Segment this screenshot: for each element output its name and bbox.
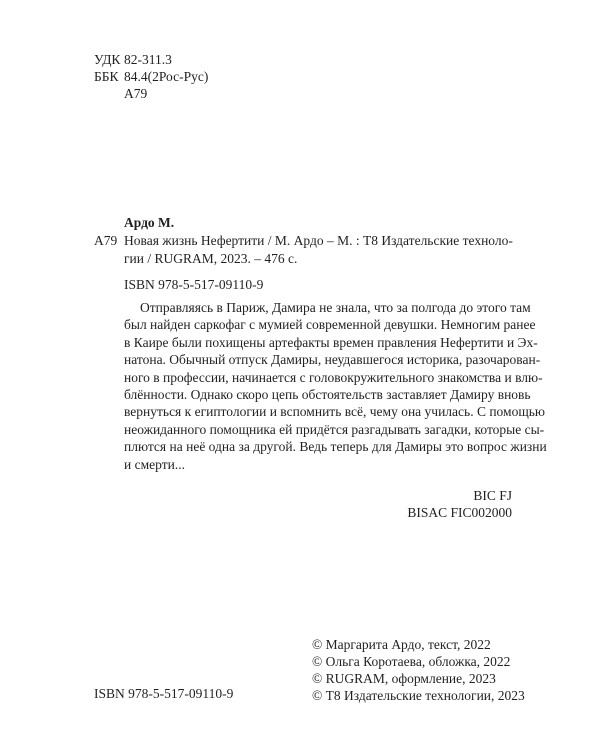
bbk-label: ББК [94,69,119,84]
annotation-line: в Каире были похищены артефакты времен правления Нефертити и Эх- [124,334,538,350]
annotation [124,299,547,473]
footer-isbn: ISBN 978-5-517-09110-9 [94,686,234,701]
udk-row [94,51,208,68]
udk-label: УДК [94,52,121,67]
author-name: Ардо М. [124,215,175,230]
description-line: гии / RUGRAM, 2023. – 476 с. [124,250,298,266]
description-line: Новая жизнь Нефертити / М. Ардо – М. : Т8 Издательские техноло- [124,233,513,248]
bic-code: BIC FJ [473,488,512,503]
author-sign: А79 [124,86,148,101]
author-sign-margin: А79 [94,233,118,248]
bisac-code: BISAC FIC002000 [407,505,512,520]
classification-block [94,51,208,102]
annotation-line: ного в профессии, начинается с головокружительного знакомства и влю- [124,369,543,385]
annotation-line: блённости. Однако скоро цепь обстоятельств заставляет Дамиру вновь [124,386,531,402]
annotation-line: натона. Обычный отпуск Дамиры, неудавшегося историка, разочарован- [124,352,541,368]
annotation-line: неожиданного помощника ей придётся разгадывать загадки, которые сы- [124,421,545,437]
copyright-line: © Маргарита Ардо, текст, 2022 [312,637,491,652]
isbn-record: ISBN 978-5-517-09110-9 [124,277,264,292]
copyright-block [312,636,525,704]
annotation-line: был найден саркофаг с мумией современной девушки. Немногим ранее [124,317,536,333]
annotation-line: плются на неё одна за другой. Ведь теперь для Дамиры это вопрос жизни [124,439,547,455]
annotation-line: вернуться к египтологии и вспомнить всё, чему она училась. С помощью [124,404,545,420]
annotation-line: Отправляясь в Париж, Дамира не знала, что за полгода до этого там [140,300,531,315]
subject-codes [407,487,512,521]
author-sign-row [94,85,208,102]
bbk-row [94,68,208,85]
copyright-line: © RUGRAM, оформление, 2023 [312,671,496,686]
copyright-line: © Ольга Коротаева, обложка, 2022 [312,654,511,669]
annotation-line: и смерти... [124,456,185,472]
udk-value: 82-311.3 [124,52,172,67]
bibliographic-description [124,232,513,267]
bbk-value: 84.4(2Рос-Рус) [124,69,209,84]
copyright-line: © Т8 Издательские технологии, 2023 [312,688,525,703]
